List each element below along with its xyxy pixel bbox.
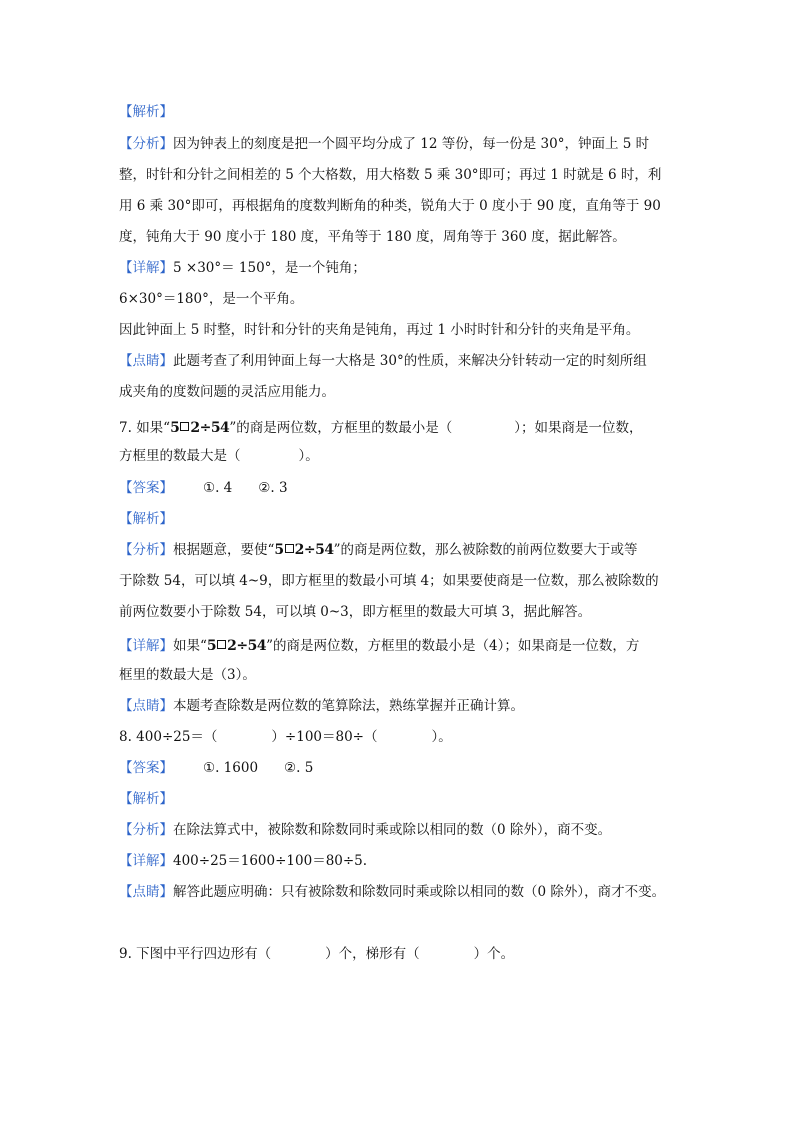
- blank-square-icon: [180, 422, 189, 431]
- jiexi-heading: 【解析】: [119, 791, 173, 807]
- jiexi-heading: 【解析】: [119, 104, 173, 120]
- dianjing-line: 【点睛】此题考查了利用钟面上每一大格是 30°的性质，来解决分针转动一定的时刻所组: [119, 353, 647, 369]
- fenxi-paragraph-line: 整，时针和分针之间相差的 5 个大格数，用大格数 5 乘 30°即可；再过 1 时就是 6 时，利: [119, 167, 662, 183]
- dianjing-line: 【点睛】本题考查除数是两位数的笔算除法，熟练掌握并正确计算。: [119, 698, 524, 714]
- xiangjie-line: 框里的数最大是（3）。: [119, 667, 256, 683]
- answer-line: 【答案】 ①. 4 ②. 3: [119, 480, 288, 496]
- fenxi-line: 前两位数要小于除数 54，可以填 0~3，即方框里的数最大可填 3，据此解答。: [119, 604, 592, 620]
- xiangjie-line: 【详解】400÷25＝1600÷100＝80÷5.: [119, 853, 368, 869]
- division-formula: 5 2÷54: [206, 638, 267, 654]
- fenxi-line: 【分析】根据题意，要使“5 2÷54”的商是两位数，那么被除数的前两位数要大于或等: [119, 542, 638, 558]
- xiangjie-line: 6×30°＝180°，是一个平角。: [119, 291, 304, 307]
- division-formula: 5 2÷54: [274, 542, 334, 558]
- fenxi-line: 【分析】在除法算式中，被除数和除数同时乘或除以相同的数（0 除外），商不变。: [119, 822, 612, 838]
- fenxi-paragraph-line: 【分析】因为钟表上的刻度是把一个圆平均分成了 12 等份，每一份是 30°，钟面上 5 时: [119, 136, 650, 152]
- fenxi-line: 于除数 54，可以填 4~9，即方框里的数最小可填 4；如果要使商是一位数，那么被除数的: [119, 573, 659, 589]
- dianjing-line: 成夹角的度数问题的灵活应用能力。: [119, 384, 335, 400]
- question-8: 8. 400÷25＝（ ）÷100＝80÷（ ）。: [119, 729, 452, 745]
- division-formula: 5 2÷54: [170, 420, 230, 436]
- answer-line: 【答案】 ①. 1600 ②. 5: [119, 760, 314, 776]
- dianjing-line: 【点睛】解答此题应明确：只有被除数和除数同时乘或除以相同的数（0 除外），商才不变。: [119, 884, 666, 900]
- xiangjie-line: 因此钟面上 5 时整，时针和分针的夹角是钝角，再过 1 小时时针和分针的夹角是平角。: [119, 322, 640, 338]
- question-7: 7. 如果“5 2÷54”的商是两位数，方框里的数最小是（ ）；如果商是一位数，: [119, 420, 643, 436]
- question-9: 9. 下图中平行四边形有（ ）个，梯形有（ ）个。: [119, 946, 515, 962]
- blank-square-icon: [217, 640, 226, 649]
- question-7-line2: 方框里的数最大是（ ）。: [119, 448, 319, 464]
- fenxi-paragraph-line: 用 6 乘 30°即可，再根据角的度数判断角的种类，锐角大于 0 度小于 90 度，直角等于 90: [119, 198, 661, 214]
- fenxi-paragraph-line: 度，钝角大于 90 度小于 180 度，平角等于 180 度，周角等于 360 度，据此解答。: [119, 229, 626, 245]
- blank-square-icon: [285, 544, 294, 553]
- jiexi-heading: 【解析】: [119, 511, 173, 527]
- xiangjie-line: 【详解】如果“5 2÷54”的商是两位数，方框里的数最小是（4）；如果商是一位数，方: [119, 638, 640, 654]
- xiangjie-line: 【详解】5 ×30°＝ 150°，是一个钝角；: [119, 260, 366, 276]
